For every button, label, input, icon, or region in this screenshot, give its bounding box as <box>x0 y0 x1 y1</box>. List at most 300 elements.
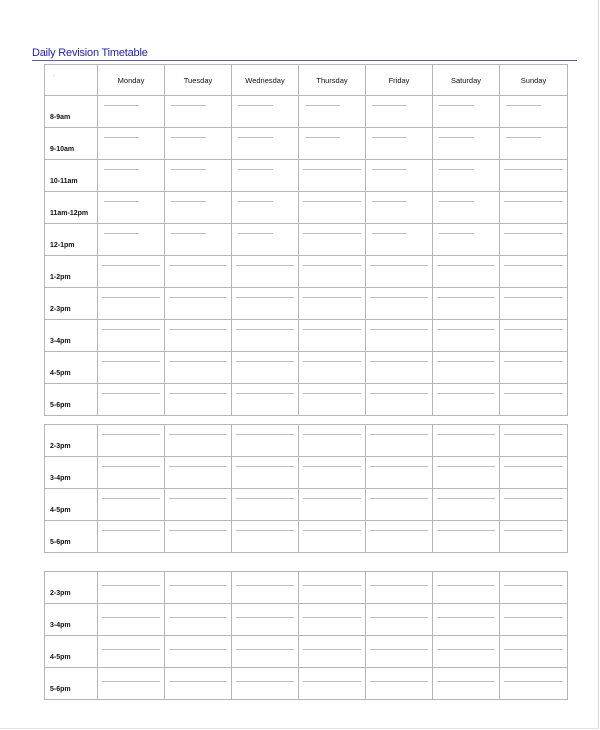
timetable-third <box>44 571 568 700</box>
writing-line <box>504 466 563 467</box>
time-label: 2-3pm <box>50 590 71 597</box>
slot-cell[interactable] <box>165 288 232 320</box>
writing-line <box>370 681 428 682</box>
slot-cell[interactable] <box>433 352 500 384</box>
writing-line <box>303 265 361 266</box>
slot-cell[interactable] <box>433 128 500 160</box>
writing-line <box>437 617 495 618</box>
slot-cell[interactable] <box>433 572 500 604</box>
time-label: 4-5pm <box>50 370 71 377</box>
slot-cell[interactable] <box>165 521 232 553</box>
slot-cell[interactable] <box>165 352 232 384</box>
slot-cell[interactable] <box>165 668 232 700</box>
slot-cell[interactable] <box>165 384 232 416</box>
time-row <box>45 636 568 668</box>
writing-line <box>238 201 273 202</box>
slot-cell[interactable] <box>299 160 366 192</box>
time-cell <box>45 636 98 668</box>
writing-line <box>437 361 495 362</box>
timetable-second <box>44 424 568 553</box>
page-title: Daily Revision Timetable <box>32 47 148 59</box>
time-label: 5-6pm <box>50 402 71 409</box>
writing-line <box>372 105 407 106</box>
writing-line <box>504 681 563 682</box>
time-cell <box>45 128 98 160</box>
slot-cell[interactable] <box>433 224 500 256</box>
writing-line <box>506 105 541 106</box>
corner-mark: · <box>53 73 55 79</box>
slot-cell[interactable] <box>165 489 232 521</box>
slot-cell[interactable] <box>366 192 433 224</box>
slot-cell[interactable] <box>500 352 568 384</box>
time-row <box>45 320 568 352</box>
slot-cell[interactable] <box>98 320 165 352</box>
slot-cell[interactable] <box>500 457 568 489</box>
writing-line <box>303 393 361 394</box>
writing-line <box>171 105 206 106</box>
slot-cell[interactable] <box>98 457 165 489</box>
slot-cell[interactable] <box>98 224 165 256</box>
slot-cell[interactable] <box>299 572 366 604</box>
slot-cell[interactable] <box>299 288 366 320</box>
time-label: 12-1pm <box>50 242 75 249</box>
slot-cell[interactable] <box>98 489 165 521</box>
writing-line <box>236 361 294 362</box>
time-label: 1-2pm <box>50 274 71 281</box>
day-header-friday: Friday <box>366 65 433 96</box>
slot-cell[interactable] <box>500 636 568 668</box>
slot-cell[interactable] <box>232 457 299 489</box>
writing-line <box>372 169 407 170</box>
writing-line <box>370 585 428 586</box>
writing-line <box>504 585 563 586</box>
slot-cell[interactable] <box>500 572 568 604</box>
slot-cell[interactable] <box>500 288 568 320</box>
slot-cell[interactable] <box>299 352 366 384</box>
slot-cell[interactable] <box>299 521 366 553</box>
slot-cell[interactable] <box>500 320 568 352</box>
time-row <box>45 604 568 636</box>
time-row <box>45 668 568 700</box>
slot-cell[interactable] <box>165 636 232 668</box>
slot-cell[interactable] <box>232 521 299 553</box>
time-cell <box>45 572 98 604</box>
slot-cell[interactable] <box>366 96 433 128</box>
writing-line <box>236 466 294 467</box>
slot-cell[interactable] <box>433 604 500 636</box>
slot-cell[interactable] <box>366 128 433 160</box>
writing-line <box>102 466 160 467</box>
slot-cell[interactable] <box>232 636 299 668</box>
time-label: 5-6pm <box>50 686 71 693</box>
writing-line <box>437 265 495 266</box>
writing-line <box>303 169 361 170</box>
writing-line <box>102 297 160 298</box>
time-label: 2-3pm <box>50 306 71 313</box>
time-row <box>45 425 568 457</box>
slot-cell[interactable] <box>232 425 299 457</box>
time-cell <box>45 192 98 224</box>
time-label: 3-4pm <box>50 475 71 482</box>
writing-line <box>437 466 495 467</box>
slot-cell[interactable] <box>500 425 568 457</box>
writing-line <box>238 233 273 234</box>
writing-line <box>236 649 294 650</box>
writing-line <box>506 137 541 138</box>
slot-cell[interactable] <box>165 604 232 636</box>
slot-cell[interactable] <box>232 224 299 256</box>
writing-line <box>504 201 563 202</box>
slot-cell[interactable] <box>433 320 500 352</box>
time-row <box>45 521 568 553</box>
slot-cell[interactable] <box>500 160 568 192</box>
slot-cell[interactable] <box>366 384 433 416</box>
time-cell <box>45 256 98 288</box>
writing-line <box>504 530 563 531</box>
writing-line <box>171 169 206 170</box>
writing-line <box>171 233 206 234</box>
slot-cell[interactable] <box>232 604 299 636</box>
slot-cell[interactable] <box>165 96 232 128</box>
slot-cell[interactable] <box>433 489 500 521</box>
writing-line <box>504 169 563 170</box>
slot-cell[interactable] <box>366 256 433 288</box>
writing-line <box>372 137 407 138</box>
writing-line <box>236 498 294 499</box>
time-row <box>45 224 568 256</box>
slot-cell[interactable] <box>366 288 433 320</box>
time-row <box>45 489 568 521</box>
slot-cell[interactable] <box>98 160 165 192</box>
slot-cell[interactable] <box>98 384 165 416</box>
time-cell <box>45 425 98 457</box>
slot-cell[interactable] <box>500 96 568 128</box>
slot-cell[interactable] <box>433 288 500 320</box>
writing-line <box>236 530 294 531</box>
writing-line <box>102 498 160 499</box>
slot-cell[interactable] <box>299 384 366 416</box>
slot-cell[interactable] <box>366 636 433 668</box>
slot-cell[interactable] <box>433 160 500 192</box>
slot-cell[interactable] <box>299 425 366 457</box>
writing-line <box>171 201 206 202</box>
slot-cell[interactable] <box>232 384 299 416</box>
day-header-monday: Monday <box>98 65 165 96</box>
slot-cell[interactable] <box>299 604 366 636</box>
writing-line <box>102 585 160 586</box>
slot-cell[interactable] <box>232 572 299 604</box>
writing-line <box>169 585 227 586</box>
slot-cell[interactable] <box>433 425 500 457</box>
writing-line <box>437 434 495 435</box>
slot-cell[interactable] <box>299 256 366 288</box>
time-row <box>45 457 568 489</box>
time-row <box>45 128 568 160</box>
writing-line <box>169 617 227 618</box>
writing-line <box>169 265 227 266</box>
slot-cell[interactable] <box>98 288 165 320</box>
time-label: 5-6pm <box>50 539 71 546</box>
slot-cell[interactable] <box>98 192 165 224</box>
time-cell <box>45 160 98 192</box>
writing-line <box>169 466 227 467</box>
header-row <box>45 65 568 96</box>
slot-cell[interactable] <box>98 636 165 668</box>
slot-cell[interactable] <box>366 521 433 553</box>
writing-line <box>437 585 495 586</box>
writing-line <box>370 265 428 266</box>
writing-line <box>303 297 361 298</box>
writing-line <box>370 361 428 362</box>
writing-line <box>437 530 495 531</box>
slot-cell[interactable] <box>299 457 366 489</box>
writing-line <box>238 137 273 138</box>
writing-line <box>236 434 294 435</box>
writing-line <box>437 329 495 330</box>
writing-line <box>236 617 294 618</box>
writing-line <box>236 265 294 266</box>
time-cell <box>45 668 98 700</box>
writing-line <box>303 498 361 499</box>
slot-cell[interactable] <box>299 489 366 521</box>
writing-line <box>236 393 294 394</box>
writing-line <box>504 434 563 435</box>
writing-line <box>169 498 227 499</box>
slot-cell[interactable] <box>232 489 299 521</box>
writing-line <box>370 329 428 330</box>
slot-cell[interactable] <box>98 256 165 288</box>
slot-cell[interactable] <box>165 572 232 604</box>
slot-cell[interactable] <box>165 425 232 457</box>
slot-cell[interactable] <box>232 256 299 288</box>
writing-line <box>439 201 474 202</box>
time-row <box>45 572 568 604</box>
time-label: 3-4pm <box>50 622 71 629</box>
writing-line <box>370 649 428 650</box>
writing-line <box>238 105 273 106</box>
writing-line <box>370 434 428 435</box>
slot-cell[interactable] <box>500 489 568 521</box>
writing-line <box>104 233 139 234</box>
writing-line <box>169 530 227 531</box>
writing-line <box>370 617 428 618</box>
slot-cell[interactable] <box>500 521 568 553</box>
writing-line <box>102 649 160 650</box>
slot-cell[interactable] <box>433 636 500 668</box>
slot-cell[interactable] <box>232 128 299 160</box>
slot-cell[interactable] <box>299 224 366 256</box>
writing-line <box>169 649 227 650</box>
slot-cell[interactable] <box>366 160 433 192</box>
timetable-main <box>44 64 568 416</box>
writing-line <box>504 617 563 618</box>
time-label: 8-9am <box>50 114 71 121</box>
writing-line <box>236 585 294 586</box>
slot-cell[interactable] <box>433 521 500 553</box>
writing-line <box>169 681 227 682</box>
writing-line <box>102 434 160 435</box>
writing-line <box>169 393 227 394</box>
time-row <box>45 352 568 384</box>
slot-cell[interactable] <box>98 96 165 128</box>
writing-line <box>370 393 428 394</box>
slot-cell[interactable] <box>366 489 433 521</box>
slot-cell[interactable] <box>98 668 165 700</box>
writing-line <box>102 393 160 394</box>
slot-cell[interactable] <box>98 521 165 553</box>
writing-line <box>504 329 563 330</box>
slot-cell[interactable] <box>366 604 433 636</box>
slot-cell[interactable] <box>433 96 500 128</box>
slot-cell[interactable] <box>366 668 433 700</box>
writing-line <box>439 105 474 106</box>
time-row <box>45 256 568 288</box>
time-cell <box>45 604 98 636</box>
writing-line <box>370 530 428 531</box>
corner-cell <box>45 65 98 96</box>
writing-line <box>102 265 160 266</box>
writing-line <box>171 137 206 138</box>
writing-line <box>437 681 495 682</box>
writing-line <box>303 434 361 435</box>
writing-line <box>372 233 407 234</box>
day-header-sunday: Sunday <box>500 65 568 96</box>
time-cell <box>45 352 98 384</box>
writing-line <box>104 169 139 170</box>
slot-cell[interactable] <box>366 425 433 457</box>
slot-cell[interactable] <box>98 425 165 457</box>
writing-line <box>504 265 563 266</box>
writing-line <box>504 233 563 234</box>
writing-line <box>303 201 361 202</box>
writing-line <box>169 434 227 435</box>
time-cell <box>45 288 98 320</box>
slot-cell[interactable] <box>232 160 299 192</box>
slot-cell[interactable] <box>500 384 568 416</box>
writing-line <box>303 329 361 330</box>
writing-line <box>370 466 428 467</box>
slot-cell[interactable] <box>433 384 500 416</box>
slot-cell[interactable] <box>366 457 433 489</box>
time-cell <box>45 96 98 128</box>
slot-cell[interactable] <box>366 320 433 352</box>
writing-line <box>305 137 340 138</box>
title-underline <box>32 60 577 61</box>
slot-cell[interactable] <box>232 320 299 352</box>
time-row <box>45 288 568 320</box>
time-cell <box>45 489 98 521</box>
slot-cell[interactable] <box>366 352 433 384</box>
slot-cell[interactable] <box>500 256 568 288</box>
slot-cell[interactable] <box>165 224 232 256</box>
day-header-thursday: Thursday <box>299 65 366 96</box>
writing-line <box>439 169 474 170</box>
slot-cell[interactable] <box>366 572 433 604</box>
slot-cell[interactable] <box>500 668 568 700</box>
writing-line <box>437 498 495 499</box>
time-row <box>45 192 568 224</box>
writing-line <box>504 393 563 394</box>
time-label: 4-5pm <box>50 507 71 514</box>
slot-cell[interactable] <box>299 96 366 128</box>
writing-line <box>303 233 361 234</box>
writing-line <box>303 530 361 531</box>
slot-cell[interactable] <box>232 192 299 224</box>
slot-cell[interactable] <box>98 352 165 384</box>
writing-line <box>437 649 495 650</box>
writing-line <box>303 617 361 618</box>
slot-cell[interactable] <box>98 604 165 636</box>
day-header-wednesday: Wednesday <box>232 65 299 96</box>
writing-line <box>236 329 294 330</box>
time-label: 4-5pm <box>50 654 71 661</box>
writing-line <box>102 681 160 682</box>
slot-cell[interactable] <box>299 636 366 668</box>
writing-line <box>305 105 340 106</box>
slot-cell[interactable] <box>500 604 568 636</box>
writing-line <box>238 169 273 170</box>
slot-cell[interactable] <box>500 128 568 160</box>
time-label: 10-11am <box>50 178 78 185</box>
slot-cell[interactable] <box>433 192 500 224</box>
time-cell <box>45 521 98 553</box>
time-label: 2-3pm <box>50 443 71 450</box>
writing-line <box>169 361 227 362</box>
slot-cell[interactable] <box>165 320 232 352</box>
writing-line <box>303 681 361 682</box>
time-cell <box>45 457 98 489</box>
slot-cell[interactable] <box>232 668 299 700</box>
writing-line <box>104 201 139 202</box>
writing-line <box>437 297 495 298</box>
writing-line <box>303 466 361 467</box>
slot-cell[interactable] <box>165 457 232 489</box>
slot-cell[interactable] <box>299 128 366 160</box>
writing-line <box>370 297 428 298</box>
writing-line <box>504 498 563 499</box>
time-row <box>45 384 568 416</box>
time-cell <box>45 320 98 352</box>
writing-line <box>236 297 294 298</box>
slot-cell[interactable] <box>165 256 232 288</box>
slot-cell[interactable] <box>433 668 500 700</box>
slot-cell[interactable] <box>299 192 366 224</box>
slot-cell[interactable] <box>366 224 433 256</box>
writing-line <box>102 530 160 531</box>
slot-cell[interactable] <box>433 256 500 288</box>
writing-line <box>303 585 361 586</box>
slot-cell[interactable] <box>232 288 299 320</box>
writing-line <box>169 297 227 298</box>
slot-cell[interactable] <box>98 128 165 160</box>
slot-cell[interactable] <box>98 572 165 604</box>
slot-cell[interactable] <box>165 160 232 192</box>
slot-cell[interactable] <box>500 224 568 256</box>
slot-cell[interactable] <box>232 352 299 384</box>
writing-line <box>439 233 474 234</box>
slot-cell[interactable] <box>165 192 232 224</box>
writing-line <box>104 105 139 106</box>
writing-line <box>370 498 428 499</box>
slot-cell[interactable] <box>232 96 299 128</box>
slot-cell[interactable] <box>165 128 232 160</box>
slot-cell[interactable] <box>299 668 366 700</box>
slot-cell[interactable] <box>433 457 500 489</box>
slot-cell[interactable] <box>500 192 568 224</box>
writing-line <box>504 361 563 362</box>
time-label: 3-4pm <box>50 338 71 345</box>
slot-cell[interactable] <box>299 320 366 352</box>
